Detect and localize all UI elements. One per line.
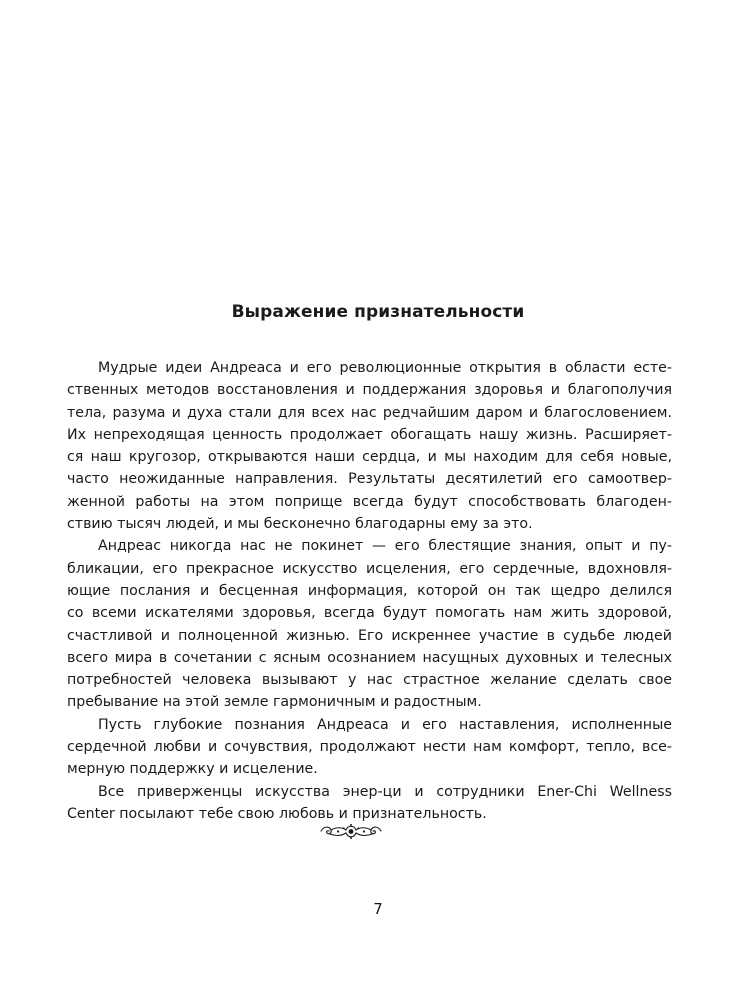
paragraph-1-line: ственных методов восстановления и поддержания здоровья и благополучия — [67, 382, 672, 399]
paragraph-1-line: Их непреходящая ценность продолжает обогащать нашу жизнь. Расширяет- — [67, 426, 672, 443]
paragraph-1-line: Мудрые идеи Андреаса и его революционные открытия в области есте- — [98, 360, 672, 376]
paragraph-2-line: пребывание на этой земле гармоничным и радостным. — [67, 694, 482, 711]
page-number: 7 — [373, 900, 383, 918]
paragraph-2-line: ющие послания и бесценная информация, которой он так щедро делился — [67, 582, 672, 599]
paragraph-4-line: Center посылают тебе свою любовь и признательность. — [67, 805, 487, 822]
paragraph-4-line: Все приверженцы искусства энер-ци и сотрудники Ener-Chi Wellness — [98, 783, 672, 800]
paragraph-2-line: потребностей человека вызывают у нас страстное желание сделать свое — [67, 672, 672, 689]
floral-ornament-icon — [318, 820, 384, 842]
paragraph-3-line: сердечной любви и сочувствия, продолжают нести нам комфорт, тепло, все- — [67, 739, 672, 756]
paragraph-2-line: счастливой и полноценной жизнью. Его искреннее участие в судьбе людей — [67, 627, 672, 644]
paragraph-2-line: всего мира в сочетании с ясным осознанием насущных духовных и телесных — [67, 649, 672, 666]
body-text — [67, 357, 672, 825]
paragraph-2-line: Андреас никогда нас не покинет — его блестящие знания, опыт и пу- — [98, 538, 672, 555]
paragraph-1-line: ся наш кругозор, открываются наши сердца, и мы находим для себя новые, — [67, 449, 672, 466]
paragraph-2-line: бликации, его прекрасное искусство исцеления, его сердечные, вдохновля- — [67, 560, 672, 577]
paragraph-2-line: со всеми искателями здоровья, всегда будут помогать нам жить здоровой, — [67, 605, 672, 622]
page-title: Выражение признательности — [231, 302, 525, 322]
paragraph-1-line: ствию тысяч людей, и мы бесконечно благодарны ему за это. — [67, 516, 533, 533]
paragraph-3-line: мерную поддержку и исцеление. — [67, 761, 318, 778]
paragraph-1-line: тела, разума и духа стали для всех нас редчайшим даром и благословением. — [67, 404, 672, 421]
paragraph-1-line: женной работы на этом поприще всегда будут способствовать благоден- — [67, 493, 672, 510]
paragraph-1-line: часто неожиданные направления. Результаты десятилетий его самоотвер- — [67, 471, 672, 488]
paragraph-3-line: Пусть глубокие познания Андреаса и его наставления, исполненные — [98, 716, 672, 733]
